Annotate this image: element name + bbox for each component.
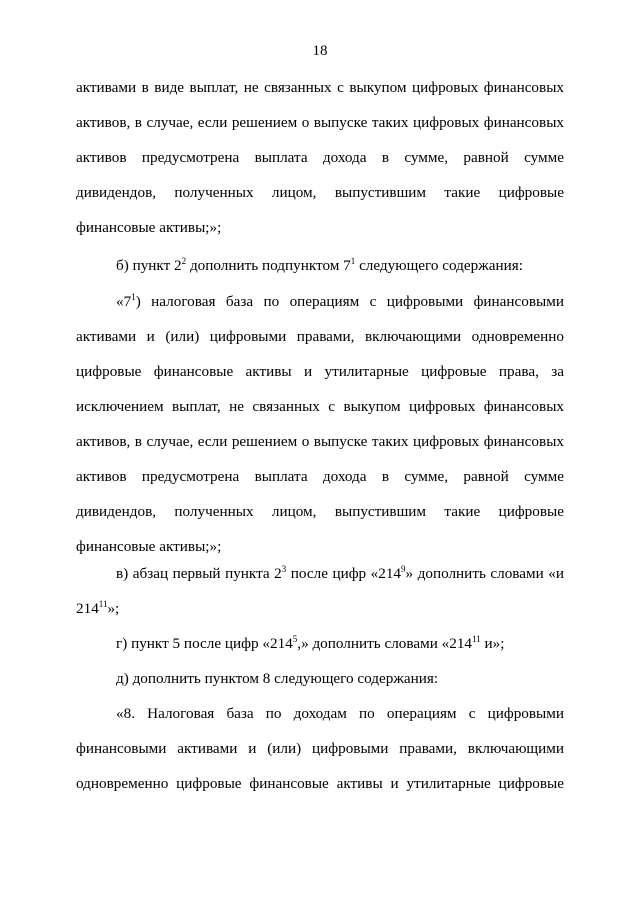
paragraph-subitem-7-1 (76, 284, 564, 564)
text-line: д) дополнить пунктом 8 следующего содержания: (116, 670, 439, 687)
paragraph-item-b (76, 248, 564, 283)
text-line: б) пункт $2^2$ дополнить подпунктом $7^1$ следующего содержания: (116, 256, 523, 274)
text-line: цифровые финансовые активы и утилитарные цифровые права, за (76, 363, 564, 380)
paragraph-item-d (76, 661, 564, 696)
text-line: активов, в случае, если решением о выпуске таких цифровых финансовых (76, 114, 564, 131)
paragraph-item-v (76, 556, 564, 626)
text-line: финансовые активы;»; (76, 219, 222, 236)
text-line: дивидендов, полученных лицом, выпустившим такие цифровые (76, 503, 564, 520)
text-line: финансовые активы;»; (76, 538, 222, 555)
text-line: дивидендов, полученных лицом, выпустившим такие цифровые (76, 184, 564, 201)
text-line: в) абзац первый пункта $2^3$ после цифр «$214^9$» дополнить словами «и (116, 564, 564, 582)
text-line: активов предусмотрена выплата дохода в сумме, равной сумме (76, 468, 564, 485)
paragraph-point-8 (76, 696, 564, 801)
text-line: финансовыми активами и (или) цифровыми правами, включающими (76, 740, 564, 757)
text-line: активами и (или) цифровыми правами, включающими одновременно (76, 328, 564, 345)
text-line: активами в виде выплат, не связанных с выкупом цифровых финансовых (76, 79, 564, 96)
text-line: активов предусмотрена выплата дохода в сумме, равной сумме (76, 149, 564, 166)
text-line: $214^{11}$»; (76, 599, 120, 617)
text-line: «$7^1$) налоговая база по операциям с цифровыми финансовыми (116, 292, 564, 310)
text-line: исключением выплат, не связанных с выкупом цифровых финансовых (76, 398, 564, 415)
text-line: одновременно цифровые финансовые активы и утилитарные цифровые (76, 775, 564, 792)
paragraph-continuation (76, 70, 564, 245)
page-number: 18 (312, 43, 328, 59)
text-line: г) пункт 5 после цифр «$214^5$,» дополнить словами «$214^{11}$ и»; (116, 634, 505, 652)
text-line: активов, в случае, если решением о выпуске таких цифровых финансовых (76, 433, 564, 450)
text-line: «8. Налоговая база по доходам по операциям с цифровыми (116, 705, 564, 722)
paragraph-item-g (76, 626, 564, 661)
